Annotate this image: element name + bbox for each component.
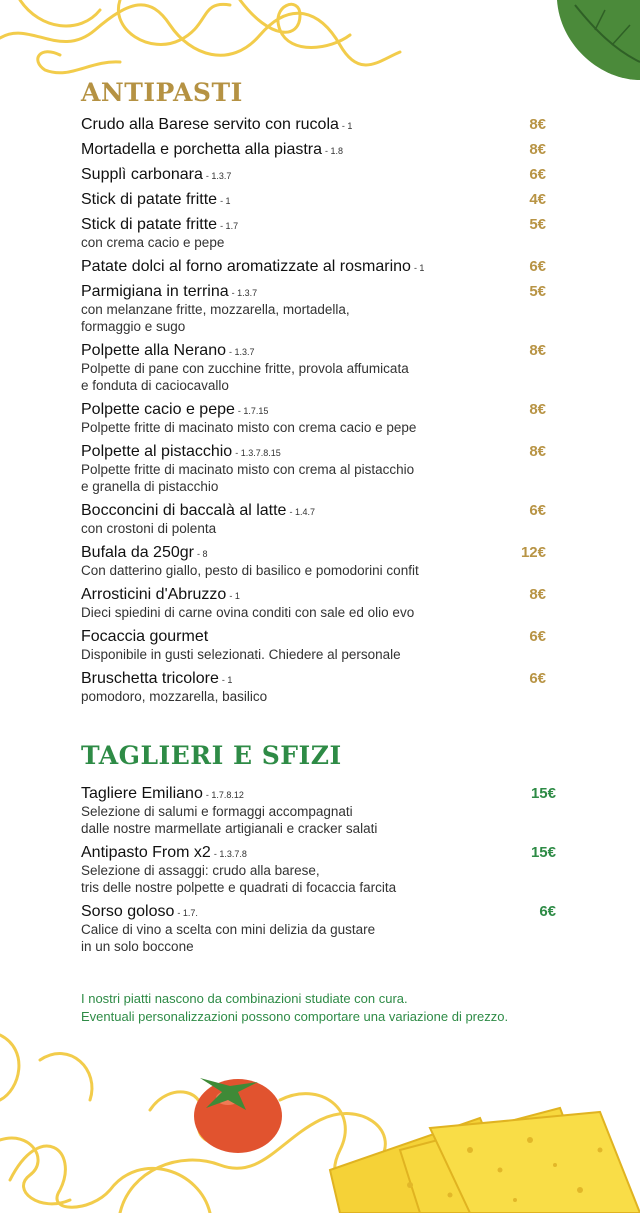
menu-item [81, 669, 561, 705]
item-allergens: - 1.4.7 [289, 507, 315, 517]
basil-leaf-icon [557, 0, 640, 80]
item-allergens: - 1.3.7.8 [213, 849, 247, 859]
item-price: 12€ [520, 544, 546, 561]
item-description: con melanzane fritte, mozzarella, mortadella, formaggio e sugo [81, 302, 350, 334]
item-name: Antipasto From x2 [81, 844, 211, 861]
item-name: Bocconcini di baccalà al latte [81, 502, 287, 519]
menu-item [81, 400, 561, 436]
item-name: Polpette alla Nerano [81, 342, 226, 359]
item-description: Dieci spiedini di carne ovina conditi con sale ed olio evo [81, 605, 415, 620]
item-name: Focaccia gourmet [81, 628, 209, 645]
item-price: 8€ [529, 443, 546, 460]
item-price: 6€ [529, 166, 546, 183]
item-price: 15€ [530, 844, 556, 861]
item-name: Polpette cacio e pepe [81, 401, 235, 418]
item-price: 8€ [529, 586, 546, 603]
item-price: 4€ [529, 191, 546, 208]
item-price: 6€ [529, 628, 546, 645]
item-price: 5€ [529, 216, 546, 233]
item-name: Supplì carbonara [81, 166, 203, 183]
item-description: Selezione di salumi e formaggi accompagnati dalle nostre marmellate artigianali e cracker salati [81, 804, 378, 836]
item-description: Polpette fritte di macinato misto con crema cacio e pepe [81, 420, 417, 435]
item-description: con crostoni di polenta [81, 521, 217, 536]
item-price: 8€ [529, 342, 546, 359]
pasta-top-icon [0, 0, 400, 73]
item-description: Polpette fritte di macinato misto con crema al pistacchio e granella di pistacchio [81, 462, 415, 494]
menu-item [81, 501, 561, 537]
item-price: 15€ [530, 785, 556, 802]
item-price: 8€ [529, 141, 546, 158]
item-allergens: - 8 [196, 549, 208, 559]
item-allergens: - 1.3.7 [231, 288, 258, 298]
footer-note [81, 990, 508, 1026]
item-name: Bruschetta tricolore [81, 670, 219, 687]
item-name: Stick di patate fritte [81, 216, 218, 233]
item-allergens: - 1.7.8.12 [205, 790, 244, 800]
menu-item [81, 282, 561, 335]
item-description: Selezione di assaggi: crudo alla barese, tris delle nostre polpette e quadrati di focaccia farcita [81, 863, 397, 895]
item-allergens: - 1 [341, 121, 353, 131]
item-description: Calice di vino a scelta con mini delizia da gustare in un solo boccone [81, 922, 376, 954]
item-description: con crema cacio e pepe [81, 235, 225, 250]
item-allergens: - 1.7.15 [237, 406, 269, 416]
item-description: Con datterino giallo, pesto di basilico e pomodorini confit [81, 563, 419, 578]
item-allergens: - 1.3.7 [228, 347, 255, 357]
item-description: Polpette di pane con zucchine fritte, provola affumicata e fonduta di caciocavallo [81, 361, 409, 393]
menu-item [81, 190, 561, 209]
menu-item [81, 115, 561, 134]
item-allergens: - 1.7. [177, 908, 198, 918]
footer-line-2: Eventuali personalizzazioni possono comportare una variazione di prezzo. [81, 1009, 509, 1024]
item-name: Parmigiana in terrina [81, 283, 229, 300]
menu-item [81, 543, 561, 579]
item-allergens: - 1 [220, 196, 231, 206]
menu-item [81, 843, 561, 896]
menu-item [81, 341, 561, 394]
item-name: Bufala da 250gr [81, 544, 194, 561]
menu-item [81, 627, 561, 663]
menu-item [81, 215, 561, 251]
item-allergens: - 1.3.7 [205, 171, 232, 181]
item-name: Polpette al pistacchio [81, 443, 233, 460]
item-name: Sorso goloso [81, 903, 175, 920]
item-price: 6€ [529, 670, 546, 687]
menu-item [81, 442, 561, 495]
item-price: 8€ [529, 401, 546, 418]
item-price: 6€ [529, 502, 546, 519]
item-name: Arrosticini d'Abruzzo [81, 586, 227, 603]
item-allergens: - 1 [413, 263, 425, 273]
item-allergens: - 1.8 [325, 146, 344, 156]
item-price: 6€ [539, 903, 556, 920]
item-name: Stick di patate fritte [81, 191, 218, 208]
item-allergens: - 1.7 [220, 221, 239, 231]
item-name: Crudo alla Barese servito con rucola [81, 116, 339, 133]
item-description: Disponibile in gusti selezionati. Chiedere al personale [81, 647, 401, 662]
item-name: Tagliere Emiliano [81, 785, 203, 802]
item-name: Patate dolci al forno aromatizzate al rosmarino [81, 258, 411, 275]
footer-line-1: I nostri piatti nascono da combinazioni studiate con cura. [81, 991, 408, 1006]
item-allergens: - 1.3.7.8.15 [235, 448, 281, 458]
item-name: Mortadella e porchetta alla piastra [81, 141, 323, 158]
item-price: 5€ [529, 283, 546, 300]
item-description: pomodoro, mozzarella, basilico [81, 689, 268, 704]
taglieri-list [81, 784, 561, 961]
menu-item [81, 784, 561, 837]
menu-item [81, 165, 561, 184]
tomato-icon [194, 1078, 282, 1153]
section-title-antipasti: ANTIPASTI [81, 78, 243, 107]
item-allergens: - 1 [221, 675, 233, 685]
item-price: 6€ [529, 258, 546, 275]
menu-item [81, 257, 561, 276]
menu-item [81, 140, 561, 159]
item-allergens: - 1 [229, 591, 240, 601]
menu-item [81, 902, 561, 955]
antipasti-list [81, 115, 561, 711]
section-title-taglieri: TAGLIERI E SFIZI [81, 741, 342, 770]
item-price: 8€ [529, 116, 546, 133]
menu-item [81, 585, 561, 621]
